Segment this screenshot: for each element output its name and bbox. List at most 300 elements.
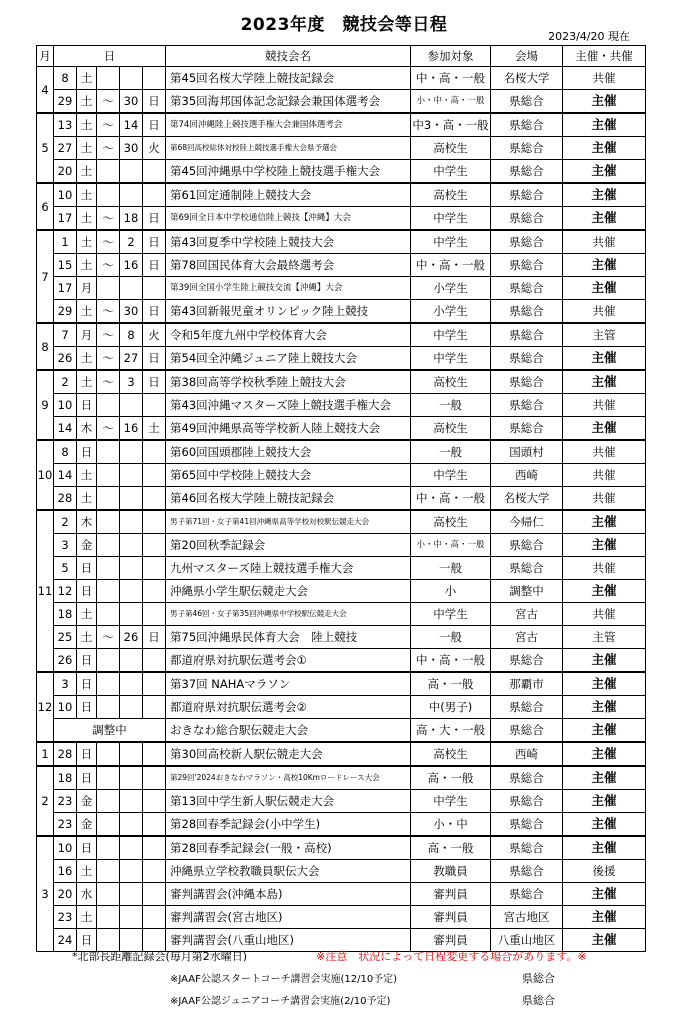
- end-weekday: [143, 534, 166, 557]
- as-of-date: 2023/4/20 現在: [548, 30, 630, 43]
- event-organizer: 主管: [563, 626, 646, 649]
- month-cell: 3: [37, 836, 54, 952]
- event-name: 第75回沖縄県民体育大会 陸上競技: [166, 626, 411, 649]
- end-weekday: [143, 183, 166, 207]
- start-weekday: 金: [77, 790, 97, 813]
- start-day: 8: [54, 67, 77, 90]
- event-name: 第68回高校総体対校陸上競技選手権大会県予選会: [166, 137, 411, 160]
- table-row: [37, 883, 646, 906]
- month-cell: 2: [37, 766, 54, 836]
- event-venue: 県総合: [491, 557, 563, 580]
- header-month: 月: [37, 46, 54, 67]
- start-weekday: 土: [77, 487, 97, 511]
- event-organizer: 共催: [563, 557, 646, 580]
- event-name: 第49回沖縄県高等学校新人陸上競技大会: [166, 417, 411, 441]
- start-day: 20: [54, 160, 77, 184]
- start-coach-note: ※JAAF公認スタートコーチ講習会実施(12/10予定): [170, 974, 398, 985]
- end-weekday: 土: [143, 417, 166, 441]
- event-name: 審判講習会(八重山地区): [166, 929, 411, 952]
- event-target: 高校生: [411, 417, 491, 441]
- range-separator: [97, 603, 120, 626]
- range-separator: [97, 860, 120, 883]
- start-weekday: 日: [77, 742, 97, 766]
- event-organizer: 主催: [563, 719, 646, 743]
- event-organizer: 主催: [563, 277, 646, 300]
- table-row: [37, 557, 646, 580]
- event-target: 高・一般: [411, 836, 491, 860]
- event-name: 第65回中学校陸上競技大会: [166, 464, 411, 487]
- start-day: 20: [54, 883, 77, 906]
- end-day: [120, 883, 143, 906]
- start-weekday: 土: [77, 860, 97, 883]
- month-cell: 4: [37, 67, 54, 114]
- start-weekday: 土: [77, 626, 97, 649]
- end-weekday: [143, 906, 166, 929]
- event-target: 中・高・一般: [411, 67, 491, 90]
- range-separator: [97, 534, 120, 557]
- table-row: [37, 277, 646, 300]
- range-separator: [97, 510, 120, 534]
- start-weekday: 日: [77, 557, 97, 580]
- start-weekday: 木: [77, 417, 97, 441]
- range-separator: ～: [97, 323, 120, 347]
- event-name: 第54回全沖縄ジュニア陸上競技大会: [166, 347, 411, 371]
- event-venue: 県総合: [491, 696, 563, 719]
- start-weekday: 日: [77, 929, 97, 952]
- month-cell: 5: [37, 113, 54, 183]
- range-separator: [97, 67, 120, 90]
- end-weekday: [143, 672, 166, 696]
- event-target: 一般: [411, 440, 491, 464]
- end-weekday: 火: [143, 323, 166, 347]
- event-organizer: 主催: [563, 137, 646, 160]
- end-weekday: [143, 649, 166, 673]
- event-name: 第43回夏季中学校陸上競技大会: [166, 230, 411, 254]
- start-weekday: 日: [77, 766, 97, 790]
- event-target: 中学生: [411, 230, 491, 254]
- event-organizer: 主催: [563, 672, 646, 696]
- event-target: 一般: [411, 394, 491, 417]
- end-day: 16: [120, 417, 143, 441]
- start-day: 29: [54, 300, 77, 324]
- month-cell: 12: [37, 672, 54, 742]
- table-row: [37, 464, 646, 487]
- event-name: 沖縄県小学生駅伝競走大会: [166, 580, 411, 603]
- end-day: [120, 67, 143, 90]
- event-name: 都道府県対抗駅伝選考会②: [166, 696, 411, 719]
- month-cell: 9: [37, 370, 54, 440]
- start-weekday: 土: [77, 254, 97, 277]
- event-target: 審判員: [411, 883, 491, 906]
- end-day: 2: [120, 230, 143, 254]
- range-separator: [97, 696, 120, 719]
- end-day: [120, 696, 143, 719]
- table-row: [37, 534, 646, 557]
- event-target: 小学生: [411, 300, 491, 324]
- end-weekday: [143, 557, 166, 580]
- event-name: 第13回中学生新人駅伝競走大会: [166, 790, 411, 813]
- header-organizer: 主催・共催: [563, 46, 646, 67]
- end-day: [120, 860, 143, 883]
- event-target: 小学生: [411, 277, 491, 300]
- range-separator: ～: [97, 230, 120, 254]
- end-day: 16: [120, 254, 143, 277]
- start-day: 10: [54, 836, 77, 860]
- start-day: 10: [54, 183, 77, 207]
- event-venue: 県総合: [491, 137, 563, 160]
- start-day: 26: [54, 347, 77, 371]
- start-day: 14: [54, 464, 77, 487]
- range-separator: ～: [97, 254, 120, 277]
- end-weekday: 火: [143, 137, 166, 160]
- junior-coach-venue: 県総合: [522, 994, 555, 1007]
- event-name: 第74回沖縄陸上競技選手権大会兼国体選考会: [166, 113, 411, 137]
- start-day: 26: [54, 649, 77, 673]
- event-target: 高校生: [411, 370, 491, 394]
- start-day: 24: [54, 929, 77, 952]
- event-target: 審判員: [411, 906, 491, 929]
- start-day: 23: [54, 790, 77, 813]
- event-target: 高校生: [411, 137, 491, 160]
- start-day: 13: [54, 113, 77, 137]
- event-target: 高・大・一般: [411, 719, 491, 743]
- end-day: [120, 557, 143, 580]
- end-day: [120, 440, 143, 464]
- table-row: [37, 626, 646, 649]
- start-weekday: 日: [77, 580, 97, 603]
- end-weekday: [143, 836, 166, 860]
- end-weekday: [143, 766, 166, 790]
- end-day: [120, 464, 143, 487]
- end-weekday: [143, 464, 166, 487]
- table-row: [37, 580, 646, 603]
- event-name: 審判講習会(沖縄本島): [166, 883, 411, 906]
- start-weekday: 土: [77, 90, 97, 114]
- end-day: 14: [120, 113, 143, 137]
- event-target: 高・一般: [411, 766, 491, 790]
- month-cell: 10: [37, 440, 54, 510]
- event-venue: 県総合: [491, 883, 563, 906]
- event-name: 令和5年度九州中学校体育大会: [166, 323, 411, 347]
- range-separator: [97, 277, 120, 300]
- start-weekday: 月: [77, 323, 97, 347]
- event-name: 第28回春季記録会(一般・高校): [166, 836, 411, 860]
- event-organizer: 主催: [563, 883, 646, 906]
- event-target: 中学生: [411, 207, 491, 231]
- event-name: おきなわ総合駅伝競走大会: [166, 719, 411, 743]
- event-target: 中3・高・一般: [411, 113, 491, 137]
- start-weekday: 日: [77, 440, 97, 464]
- start-weekday: 日: [77, 696, 97, 719]
- table-row: [37, 860, 646, 883]
- end-weekday: 日: [143, 626, 166, 649]
- event-venue: 西崎: [491, 464, 563, 487]
- event-target: 中学生: [411, 323, 491, 347]
- header-venue: 会場: [491, 46, 563, 67]
- end-weekday: [143, 440, 166, 464]
- event-name: 第30回高校新人駅伝競走大会: [166, 742, 411, 766]
- event-organizer: 主催: [563, 160, 646, 184]
- end-day: [120, 183, 143, 207]
- start-day: 28: [54, 742, 77, 766]
- start-weekday: 土: [77, 230, 97, 254]
- start-weekday: 土: [77, 464, 97, 487]
- event-venue: 県総合: [491, 160, 563, 184]
- event-organizer: 主催: [563, 534, 646, 557]
- start-day: 3: [54, 534, 77, 557]
- event-venue: 県総合: [491, 323, 563, 347]
- end-weekday: 日: [143, 113, 166, 137]
- table-row: [37, 417, 646, 441]
- event-target: 小・中・高・一般: [411, 534, 491, 557]
- range-separator: [97, 160, 120, 184]
- event-target: 高校生: [411, 183, 491, 207]
- event-organizer: 主管: [563, 323, 646, 347]
- start-weekday: 土: [77, 370, 97, 394]
- end-day: [120, 649, 143, 673]
- start-day: 25: [54, 626, 77, 649]
- event-name: 第28回春季記録会(小中学生): [166, 813, 411, 837]
- event-name: 沖縄県立学校教職員駅伝大会: [166, 860, 411, 883]
- end-weekday: [143, 813, 166, 837]
- range-separator: ～: [97, 626, 120, 649]
- end-weekday: 日: [143, 347, 166, 371]
- event-venue: 県総合: [491, 417, 563, 441]
- table-row: [37, 207, 646, 231]
- event-name: 第46回名桜大学陸上競技記録会: [166, 487, 411, 511]
- event-name: 男子第71回・女子第41回沖縄県高等学校対校駅伝競走大会: [166, 510, 411, 534]
- date-cell: 調整中: [54, 719, 166, 743]
- table-row: [37, 510, 646, 534]
- end-weekday: [143, 510, 166, 534]
- event-organizer: 主催: [563, 696, 646, 719]
- event-organizer: 共催: [563, 67, 646, 90]
- range-separator: [97, 742, 120, 766]
- end-day: 3: [120, 370, 143, 394]
- start-day: 16: [54, 860, 77, 883]
- event-name: 第20回秋季記録会: [166, 534, 411, 557]
- event-organizer: 主催: [563, 510, 646, 534]
- start-day: 1: [54, 230, 77, 254]
- event-venue: 県総合: [491, 300, 563, 324]
- schedule-table: [36, 45, 646, 952]
- end-day: 30: [120, 300, 143, 324]
- range-separator: ～: [97, 207, 120, 231]
- start-weekday: 土: [77, 347, 97, 371]
- end-weekday: [143, 277, 166, 300]
- event-name: 第39回全国小学生陸上競技交流【沖縄】大会: [166, 277, 411, 300]
- end-day: [120, 672, 143, 696]
- end-weekday: [143, 790, 166, 813]
- event-name: 第61回定通制陸上競技大会: [166, 183, 411, 207]
- event-target: 中・高・一般: [411, 487, 491, 511]
- event-organizer: 共催: [563, 230, 646, 254]
- end-weekday: [143, 487, 166, 511]
- event-name: 第35回海邦国体記念記録会兼国体選考会: [166, 90, 411, 114]
- event-name: 審判講習会(宮古地区): [166, 906, 411, 929]
- event-target: 小・中: [411, 813, 491, 837]
- start-day: 15: [54, 254, 77, 277]
- event-venue: 宮古: [491, 626, 563, 649]
- event-organizer: 主催: [563, 580, 646, 603]
- event-organizer: 主催: [563, 90, 646, 114]
- table-row: [37, 347, 646, 371]
- event-name: 第37回 NAHAマラソン: [166, 672, 411, 696]
- end-day: 30: [120, 90, 143, 114]
- end-day: [120, 906, 143, 929]
- page-title: 2023年度 競技会等日程: [240, 15, 448, 35]
- end-weekday: [143, 883, 166, 906]
- event-venue: 那覇市: [491, 672, 563, 696]
- schedule-change-notice: ※注意 状況によって日程変更する場合があります。※: [316, 950, 587, 963]
- range-separator: [97, 790, 120, 813]
- event-venue: 県総合: [491, 207, 563, 231]
- table-row: [37, 790, 646, 813]
- event-organizer: 共催: [563, 440, 646, 464]
- event-venue: 県総合: [491, 347, 563, 371]
- start-weekday: 水: [77, 883, 97, 906]
- range-separator: [97, 183, 120, 207]
- event-organizer: 主催: [563, 813, 646, 837]
- header-day: 日: [54, 46, 166, 67]
- end-weekday: 日: [143, 300, 166, 324]
- event-target: 一般: [411, 557, 491, 580]
- start-weekday: 日: [77, 836, 97, 860]
- event-target: 中(男子): [411, 696, 491, 719]
- start-day: 18: [54, 603, 77, 626]
- event-target: 審判員: [411, 929, 491, 952]
- start-day: 18: [54, 766, 77, 790]
- event-name: 男子第46回・女子第35回沖縄県中学校駅伝競走大会: [166, 603, 411, 626]
- event-target: 中学生: [411, 790, 491, 813]
- event-target: 高校生: [411, 510, 491, 534]
- event-venue: 県総合: [491, 813, 563, 837]
- month-cell: 11: [37, 510, 54, 672]
- end-day: [120, 603, 143, 626]
- start-weekday: 土: [77, 67, 97, 90]
- event-target: 中・高・一般: [411, 254, 491, 277]
- start-day: 14: [54, 417, 77, 441]
- event-organizer: 共催: [563, 394, 646, 417]
- event-organizer: 主催: [563, 417, 646, 441]
- end-day: [120, 534, 143, 557]
- range-separator: [97, 836, 120, 860]
- start-weekday: 日: [77, 649, 97, 673]
- table-row: [37, 696, 646, 719]
- event-name: 第43回沖縄マスターズ陸上競技選手権大会: [166, 394, 411, 417]
- table-row: [37, 370, 646, 394]
- event-venue: 県総合: [491, 719, 563, 743]
- end-day: 8: [120, 323, 143, 347]
- start-day: 17: [54, 277, 77, 300]
- end-day: [120, 742, 143, 766]
- start-weekday: 土: [77, 160, 97, 184]
- event-organizer: 主催: [563, 766, 646, 790]
- table-row: [37, 766, 646, 790]
- end-weekday: 日: [143, 207, 166, 231]
- end-weekday: [143, 603, 166, 626]
- end-day: [120, 766, 143, 790]
- event-venue: 県総合: [491, 254, 563, 277]
- event-venue: 県総合: [491, 766, 563, 790]
- table-row: [37, 719, 646, 743]
- end-day: 30: [120, 137, 143, 160]
- event-organizer: 主催: [563, 370, 646, 394]
- end-weekday: [143, 696, 166, 719]
- range-separator: ～: [97, 113, 120, 137]
- event-target: 小・中・高・一般: [411, 90, 491, 114]
- event-target: 高・一般: [411, 672, 491, 696]
- start-day: 17: [54, 207, 77, 231]
- end-day: [120, 510, 143, 534]
- event-organizer: 共催: [563, 464, 646, 487]
- event-venue: 県総合: [491, 113, 563, 137]
- event-organizer: 共催: [563, 487, 646, 511]
- event-venue: 宮古: [491, 603, 563, 626]
- event-venue: 県総合: [491, 860, 563, 883]
- table-row: [37, 603, 646, 626]
- end-day: [120, 394, 143, 417]
- end-day: [120, 487, 143, 511]
- range-separator: [97, 440, 120, 464]
- event-venue: 西崎: [491, 742, 563, 766]
- end-weekday: [143, 860, 166, 883]
- start-weekday: 金: [77, 534, 97, 557]
- event-venue: 県総合: [491, 277, 563, 300]
- range-separator: ～: [97, 370, 120, 394]
- end-weekday: 日: [143, 90, 166, 114]
- event-venue: 県総合: [491, 370, 563, 394]
- event-venue: 県総合: [491, 534, 563, 557]
- range-separator: [97, 649, 120, 673]
- event-target: 中学生: [411, 347, 491, 371]
- end-day: 18: [120, 207, 143, 231]
- event-target: 高校生: [411, 742, 491, 766]
- table-row: [37, 323, 646, 347]
- event-name: 第69回全日本中学校通信陸上競技【沖縄】大会: [166, 207, 411, 231]
- range-separator: ～: [97, 417, 120, 441]
- event-target: 中・高・一般: [411, 649, 491, 673]
- range-separator: [97, 883, 120, 906]
- start-day: 2: [54, 370, 77, 394]
- start-coach-venue: 県総合: [522, 972, 555, 985]
- event-venue: 県総合: [491, 836, 563, 860]
- event-target: 中学生: [411, 464, 491, 487]
- start-weekday: 土: [77, 207, 97, 231]
- event-venue: 宮古地区: [491, 906, 563, 929]
- start-day: 28: [54, 487, 77, 511]
- event-organizer: 主催: [563, 929, 646, 952]
- range-separator: ～: [97, 347, 120, 371]
- start-weekday: 金: [77, 813, 97, 837]
- event-organizer: 主催: [563, 836, 646, 860]
- end-weekday: [143, 394, 166, 417]
- event-name: 第43回新報児童オリンピック陸上競技: [166, 300, 411, 324]
- range-separator: [97, 813, 120, 837]
- event-organizer: 共催: [563, 603, 646, 626]
- end-day: [120, 580, 143, 603]
- event-name: 第78回国民体育大会最終選考会: [166, 254, 411, 277]
- table-row: [37, 672, 646, 696]
- event-name: 第29回'2024おきなわマラソン・高校10Kmロードレース大会: [166, 766, 411, 790]
- start-weekday: 木: [77, 510, 97, 534]
- table-row: [37, 67, 646, 90]
- end-day: [120, 790, 143, 813]
- end-day: [120, 277, 143, 300]
- event-venue: 今帰仁: [491, 510, 563, 534]
- event-organizer: 主催: [563, 649, 646, 673]
- event-name: 第45回名桜大学陸上競技記録会: [166, 67, 411, 90]
